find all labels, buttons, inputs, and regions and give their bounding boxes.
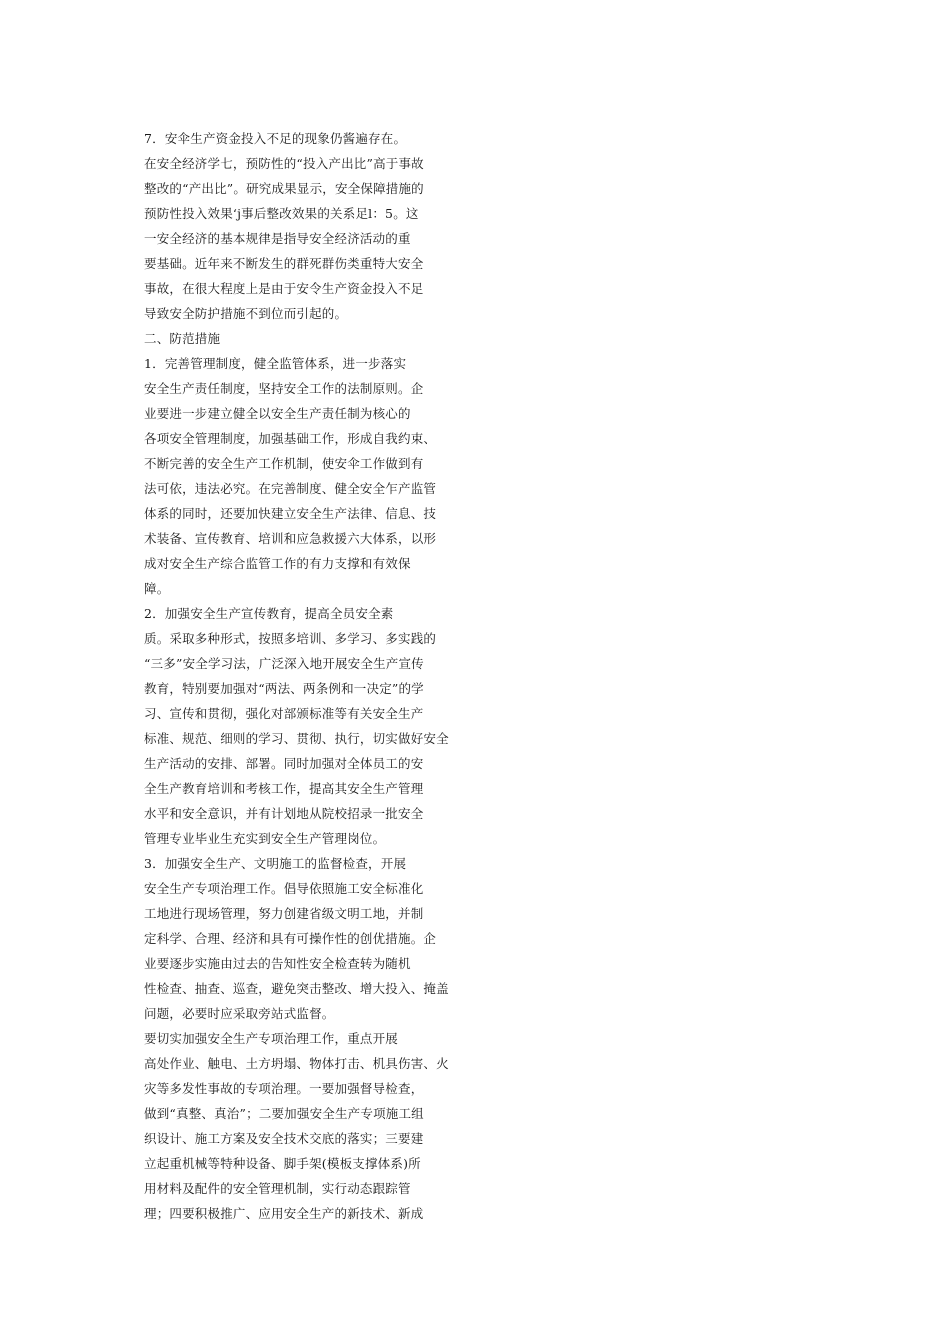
text-line: 3．加强安全生产、文明施工的监督检查，开展 <box>144 856 407 871</box>
text-line: 做到“真整、真治”；二要加强安全生产专项施工组 <box>144 1106 424 1121</box>
text-line: 生产活动的安排、部署。同时加强对全体员工的安 <box>144 756 424 771</box>
text-line: 工地进行现场管理，努力创建省级文明工地，并制 <box>144 906 424 921</box>
text-line: 标准、规范、细则的学习、贯彻、执行，切实做好安全 <box>144 731 449 746</box>
text-line: 教育，特别要加强对“两法、两条例和一决定”的学 <box>144 681 424 696</box>
text-line: 体系的同时，还要加快建立安全生产法律、信息、技 <box>144 506 437 521</box>
text-line: 各项安全管理制度，加强基础工作，形成自我约束、 <box>144 431 437 446</box>
text-line: 习、宣传和贯彻，强化对部颁标准等有关安全生产 <box>144 706 424 721</box>
text-line: 业要逐步实施由过去的告知性安全检查转为随机 <box>144 956 411 971</box>
text-line: 预防性投入效果‘j事后整改效果的关系足l：5。这 <box>144 206 419 221</box>
text-line: 要切实加强安全生产专项治理工作，重点开展 <box>144 1031 399 1046</box>
text-line: 织设计、施工方案及安全技术交底的落实；三要建 <box>144 1131 424 1146</box>
text-line: 安全生产责任制度，坚持安全工作的法制原则。企 <box>144 381 424 396</box>
text-line: 一安全经济的基本规律是指导安全经济活动的重 <box>144 231 411 246</box>
text-line: 要基础。近年来不断发生的群死群伤类重特大安全 <box>144 256 424 271</box>
text-line: “三多”安全学习法，广泛深入地开展安全生产宣传 <box>144 656 424 671</box>
text-line: 安全生产专项治理工作。倡导依照施工安全标准化 <box>144 881 424 896</box>
text-line: 定科学、合理、经济和具有可操作性的创优措施。企 <box>144 931 437 946</box>
text-line: 7．安伞生产资金投入不足的现象仍酱遍存在。 <box>144 131 407 146</box>
text-line: 法可依，违法必究。在完善制度、健全安全乍产监管 <box>144 481 437 496</box>
text-line: 管理专业毕业生充实到安全生产管理岗位。 <box>144 831 386 846</box>
text-line: 灾等多发性事故的专项治理。一要加强督导检查， <box>144 1081 424 1096</box>
text-line: 事故，在很大程度上是由于安令生产资金投入不足 <box>144 281 424 296</box>
text-line: 理；四要积极推广、应用安全生产的新技术、新成 <box>144 1206 424 1221</box>
text-line: 性检查、抽查、巡查，避免突击整改、增大投入、掩盖 <box>144 981 449 996</box>
text-line: 不断完善的安全生产工作机制，使安伞工作做到有 <box>144 456 424 471</box>
text-line: 导致安全防护措施不到位而引起的。 <box>144 306 348 321</box>
text-line: 在安全经济学七，预防性的“投入产出比”高于事故 <box>144 156 424 171</box>
text-line: 术装备、宣传教育、培训和应急救援六大体系，以形 <box>144 531 437 546</box>
text-line: 立起重机械等特种设备、脚手架(模板支撑体系)所 <box>144 1156 421 1171</box>
text-line: 质。采取多种形式，按照多培训、多学习、多实践的 <box>144 631 437 646</box>
text-line: 整改的“产出比”。研究成果显示，安全保障措施的 <box>144 181 424 196</box>
text-line: 障。 <box>144 581 170 596</box>
text-line: 全生产教育培训和考核工作，提高其安全生产管理 <box>144 781 424 796</box>
document-body <box>144 126 474 1226</box>
text-line: 业要进一步建立健全以安全生产责任制为核心的 <box>144 406 411 421</box>
text-line: 2．加强安全生产宣传教育，提高全员安全素 <box>144 606 394 621</box>
text-line: 水平和安全意识，并有计划地从院校招录一批安全 <box>144 806 424 821</box>
text-line: 用材料及配件的安全管理机制，实行动态跟踪管 <box>144 1181 411 1196</box>
text-line: 问题，必要时应采取旁站式监督。 <box>144 1006 335 1021</box>
text-line: 二、防范措施 <box>144 331 221 346</box>
text-line: 高处作业、触电、土方坍塌、物体打击、机具伤害、火 <box>144 1056 449 1071</box>
text-line: 1．完善管理制度，健全监管体系，进一步落实 <box>144 356 407 371</box>
text-line: 成对安全生产综合监管工作的有力支撑和有效保 <box>144 556 411 571</box>
